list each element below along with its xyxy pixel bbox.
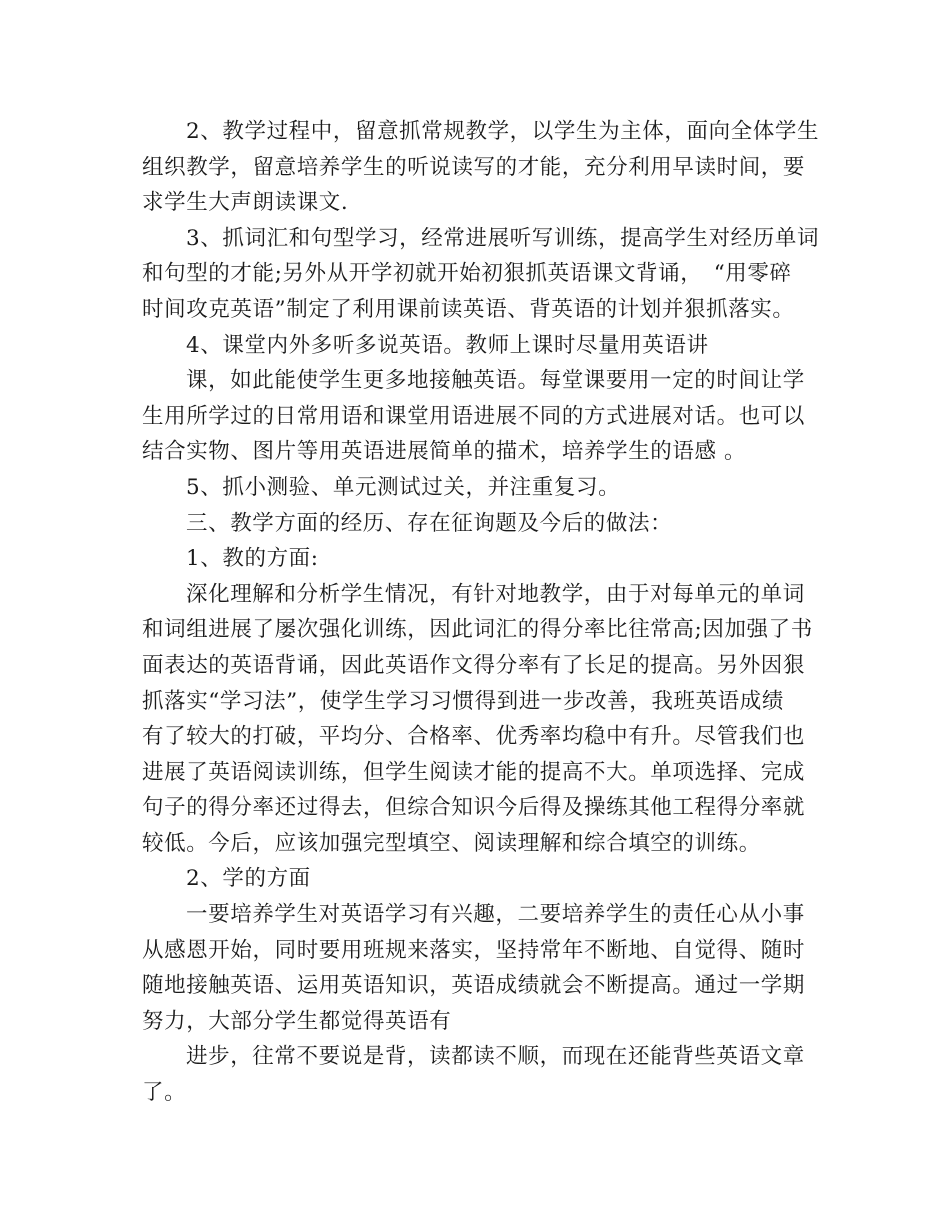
text-line: 进步，往常不要说是背，读都读不顺，而现在还能背些英语文章 — [186, 1044, 805, 1070]
text-line: 较低。今后，应该加强完型填空、阅读理解和综合填空的训练。 — [142, 830, 761, 856]
text-line: 随地接触英语、运用英语知识，英语成绩就会不断提高。通过一学期 — [142, 973, 806, 999]
text-line: 和句型的才能;另外从开学初就开始初狠抓英语课文背诵， “用零碎 — [142, 261, 792, 287]
text-line: 从感恩开始，同时要用班规来落实，坚持常年不断地、自觉得、随时 — [142, 937, 806, 963]
section-heading: 三、教学方面的经历、存在征询题及今后的做法： — [186, 510, 673, 536]
document-body — [142, 114, 820, 1111]
text-line: 结合实物、图片等用英语进展简单的描术，培养学生的语感 。 — [142, 439, 747, 465]
text-line: 2、教学过程中，留意抓常规教学，以学生为主体，面向全体学生 — [186, 119, 820, 144]
text-line: 努力，大部分学生都觉得英语有 — [142, 1008, 452, 1034]
text-line: 3、抓词汇和句型学习，经常进展听写训练，提高学生对经历单词 — [186, 225, 820, 251]
text-line: 有了较大的打破，平均分、合格率、优秀率均稳中有升。尽管我们也 — [142, 724, 806, 750]
text-line: 进展了英语阅读训练，但学生阅读才能的提高不大。单项选择、完成 — [142, 759, 806, 785]
text-line: 了。 — [142, 1080, 187, 1106]
text-line: 句子的得分率还过得去，但综合知识今后得及操练其他工程得分率就 — [142, 795, 806, 821]
text-line: 课，如此能使学生更多地接触英语。每堂课要用一定的时间让学 — [186, 368, 805, 394]
text-line: 一要培养学生对英语学习有兴趣，二要培养学生的责任心从小事 — [186, 902, 805, 928]
text-line: 求学生大声朗读课文. — [142, 190, 349, 216]
text-line: 4、课堂内外多听多说英语。教师上课时尽量用英语讲 — [186, 332, 709, 358]
subsection-heading: 2、学的方面 — [186, 866, 311, 892]
text-line: 生用所学过的日常用语和课堂用语进展不同的方式进展对话。也可以 — [142, 403, 806, 429]
text-line: 面表达的英语背诵，因此英语作文得分率有了长足的提高。另外因狠 — [142, 652, 806, 678]
text-line: 组织教学，留意培养学生的听说读写的才能，充分利用早读时间，要 — [142, 154, 806, 180]
text-line: 抓落实“学习法”，使学生学习习惯得到进一步改善，我班英语成绩 — [142, 688, 784, 714]
text-line: 时间攻克英语”制定了利用课前读英语、背英语的计划并狠抓落实。 — [142, 296, 795, 322]
subsection-heading: 1、教的方面: — [186, 546, 319, 572]
text-line: 5、抓小测验、单元测试过关，并注重复习。 — [186, 474, 621, 500]
text-line: 和词组进展了屡次强化训练，因此词汇的得分率比往常高;因加强了书 — [142, 617, 813, 643]
text-line: 深化理解和分析学生情况，有针对地教学，由于对每单元的单词 — [186, 581, 805, 607]
